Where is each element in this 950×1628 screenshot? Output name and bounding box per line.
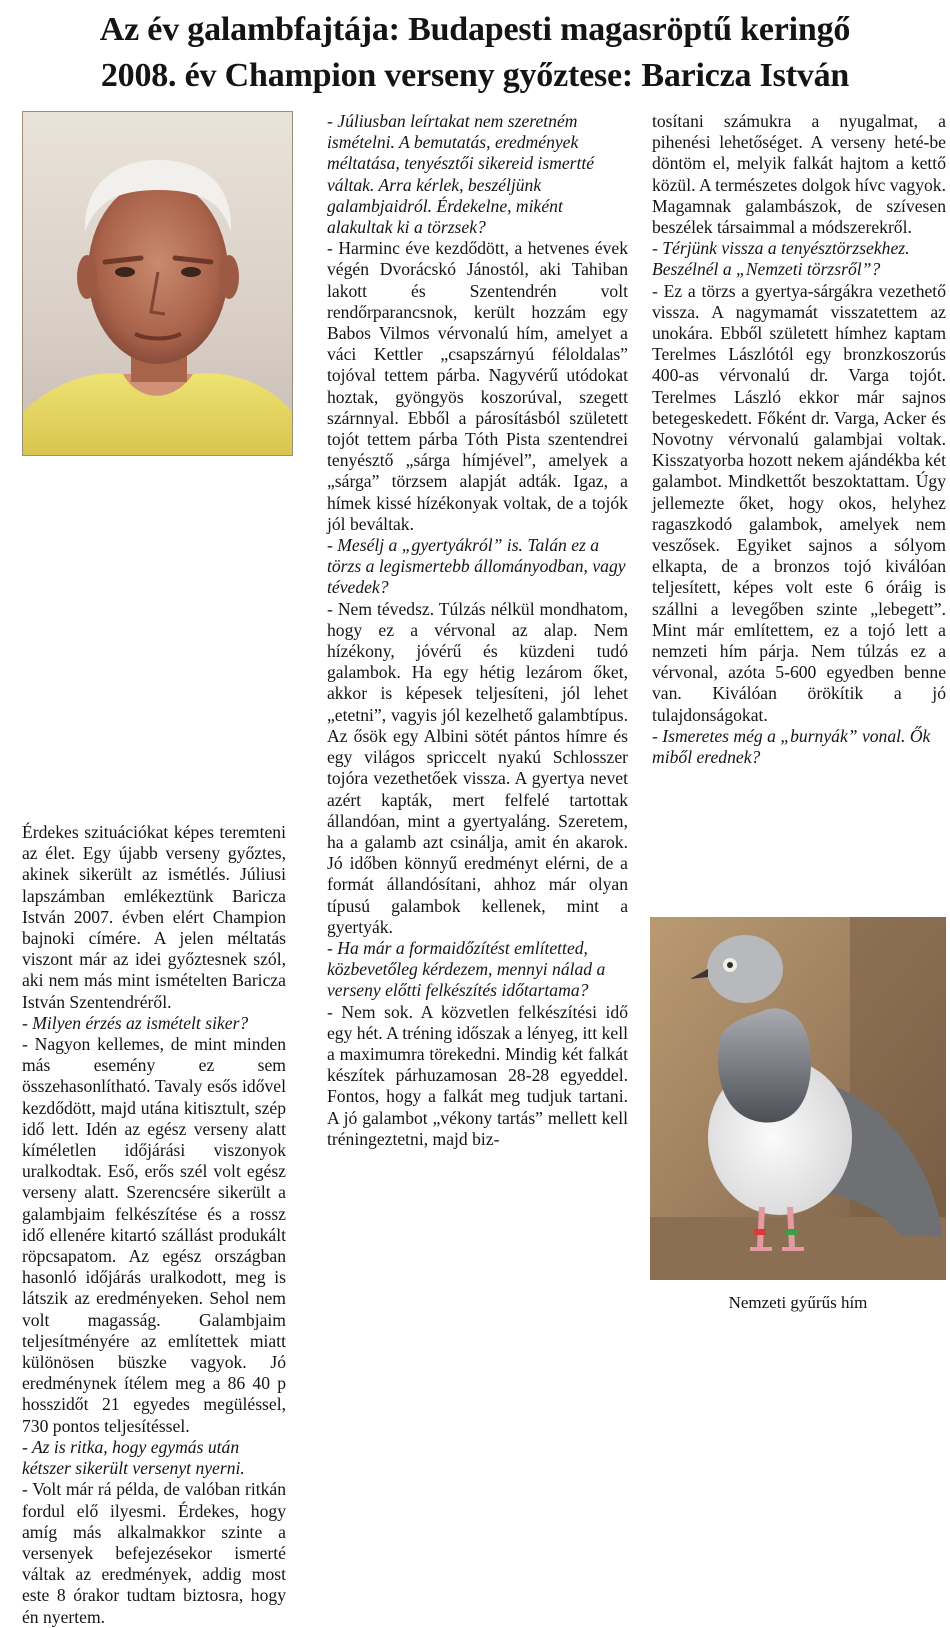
intro-paragraph: Érdekes szituációkat képes teremteni az élet. Egy újabb verseny győztes, akinek sikerült az ismétlés. Júliusi lapszámban emlékeztünk Baricza István 2007. évben elért Champion bajnoki címére. A jelen méltatás viszont már az idei győztesnek szól, aki nem más mint ismételten Baricza István Szentendréről. xyxy=(22,822,286,1012)
interview-answer: - Ez a törzs a gyertya-sárgákra vezethető vissza. A nagymamát visszatettem az unokára. Ebből született hímhez kaptam Terelmes Lászlótól egy bronzkoszorús 400-as vérvonalú dr. Varga tojót. Terelmes László ekkor már sajnos betegeskedett. Főként dr. Varga, Acker és Novotny vérvonalú galambjai voltak. Kisszatyorba hozott nekem ajándékba két galambot. Mindkettőt beszoktattam. Úgy jellemezte őket, hogy okos, helyhez ragaszkodó galambok, amelyek nem veszősek. Egyiket sajnos a sólyom elkapta, de a bronzos tojó kiválóan teljesített, képes volt este 6 óráig is szállni a levegőben szinte „lebegett”. Mint már említettem, ez a tojó lett a nemzeti hím párja. Nem túlzás ez a vérvonal, azóta 5-600 egyedben benne van. Kiválóan örökítik a jó tulajdonságokat. xyxy=(652,280,946,725)
interview-question: - Ismeretes még a „burnyák” vonal. Ők miből erednek? xyxy=(652,725,931,768)
interview-question: - Ha már a formaidőzítést említetted, közbevetőleg kérdezem, mennyi nálad a verseny előtti felkészítés időtartama? xyxy=(327,937,606,1001)
interview-answer: tosítani számukra a nyugalmat, a pihenési lehetőséget. A verseny heté-be döntöm el, melyik falkát hajtom a kettő közül. A természetes dolgok hívc vagyok. Magamnak galambászok, de szívesen beszélek társaimmal a módszerekről. xyxy=(652,111,946,238)
headline-line-2: 2008. év Champion verseny győztese: Baricza István xyxy=(100,57,850,94)
interview-answer: - Nem tévedsz. Túlzás nélkül mondhatom, hogy ez a vérvonal az alap. Nem hízékony, jóvérű és küzdeni tudó galambok. Ha egy hétig lezárom őket, akkor is képesek teljesíteni, jól lehet „etetni”, vagyis jól kezelhető galambtípus. Az ősök egy Albini sötét pántos hímre és egy világos spriccelt nyakú Schlosszer tojóra vezethetőek vissza. A gyertya nevet azért kapták, mert felfelé tartottak állandóan, mint a gyertyaláng. Szeretem, ha a galamb azt csinálja, amit én akarok. Jó időben könnyű eredményt elérni, de a formát állandósítani, ahhoz már olyan típusú galambok kellenek, mint a gyertyák. xyxy=(327,598,628,937)
interview-question: - Milyen érzés az ismételt siker? xyxy=(22,1012,249,1033)
interview-answer: - Volt már rá példa, de valóban ritkán fordul elő ilyesmi. Érdekes, hogy amíg más alkalmakkor szinte a versenyek befejezésekor ismerté váltak az eredmények, addig most este 8 órakor tudtam biztosra, hogy én nyertem. xyxy=(22,1479,286,1627)
interview-question: - Júliusban leírtakat nem szeretném ismételni. A bemutatás, eredmények méltatása, tenyésztői sikereid ismertté váltak. Arra kérlek, beszéljünk galambjaidról. Érdekelne, miként alakultak ki a törzsek? xyxy=(327,111,595,238)
portrait-photo xyxy=(22,111,293,456)
interview-question: - Az is ritka, hogy egymás után kétszer sikerült versenyt nyerni. xyxy=(22,1436,245,1479)
article-column-3 xyxy=(652,111,946,768)
interview-answer: - Nagyon kellemes, de mint minden más esemény ez sem összehasonlítható. Tavaly esős idővel kezdődött, majd utána kitisztult, szép idő lett. Idén az egész verseny alatt kíméletlen időjárási viszonyok uralkodtak. Eső, erős szél volt egész verseny alatt. Szerencsére sikerült a galambjaim felkészítése és a rossz idő ellenére kitartó szállást produkált röpcsapatom. Az egész országban hasonló időjárás uralkodott, meg is látszik az eredményeken. Sehol nem volt magasság. Galambjaim teljesítményére az említettek miatt különösen büszke vagyok. Jó eredménynek ítélem meg a 86 40 p hosszidőt 21 egyedes megüléssel, 730 pontos teljesítéssel. xyxy=(22,1034,286,1436)
headline-line-1: Az év galambfajtája: Budapesti magasröptű keringő xyxy=(99,11,851,48)
interview-question: - Térjünk vissza a tenyésztörzsekhez. Beszélnél a „Nemzeti törzsről”? xyxy=(652,238,910,280)
interview-answer: - Nem sok. A közvetlen felkészítési idő egy hét. A tréning időszak a lényeg, itt kell a maximumra törekedni. Mindig két falkát készítek párhuzamosan 28-28 egyeddel. Fontos, hogy a falkát meg tudjuk tartani. A jó galambot „vékony tartás” mellett kell tréningeztetni, majd biz- xyxy=(327,1001,628,1149)
pigeon-photo-caption: Nemzeti gyűrűs hím xyxy=(728,1293,868,1312)
article-column-1 xyxy=(22,822,286,1628)
interview-question: - Mesélj a „gyertyákról” is. Talán ez a törzs a legismertebb állományodban, vagy tévedek? xyxy=(327,535,626,598)
interview-answer: - Harminc éve kezdődött, a hetvenes évek végén Dvorácskó Jánostól, aki Tahiban lakott és Szentendrén volt rendőrparancsnok, került hozzám egy Babos Vilmos vérvonalú hím, amelyet a váci Kettler „csapszárnyú féloldalas” tojóval tettem párba. Nagyvérű utódokat hoztak, gyöngyös koszorúval, szegett szárnnyal. Ebből a párosításból született tojót tettem párba Tóth Pista szentendrei tenyésztő „sárga hímjével”, amelyek a „sárga” törzsem alapját adták. Igaz, a hímek kissé hízékonyak voltak, de a tojók jól beváltak. xyxy=(327,238,628,534)
article-column-2 xyxy=(327,111,628,1150)
pigeon-photo xyxy=(650,917,946,1280)
